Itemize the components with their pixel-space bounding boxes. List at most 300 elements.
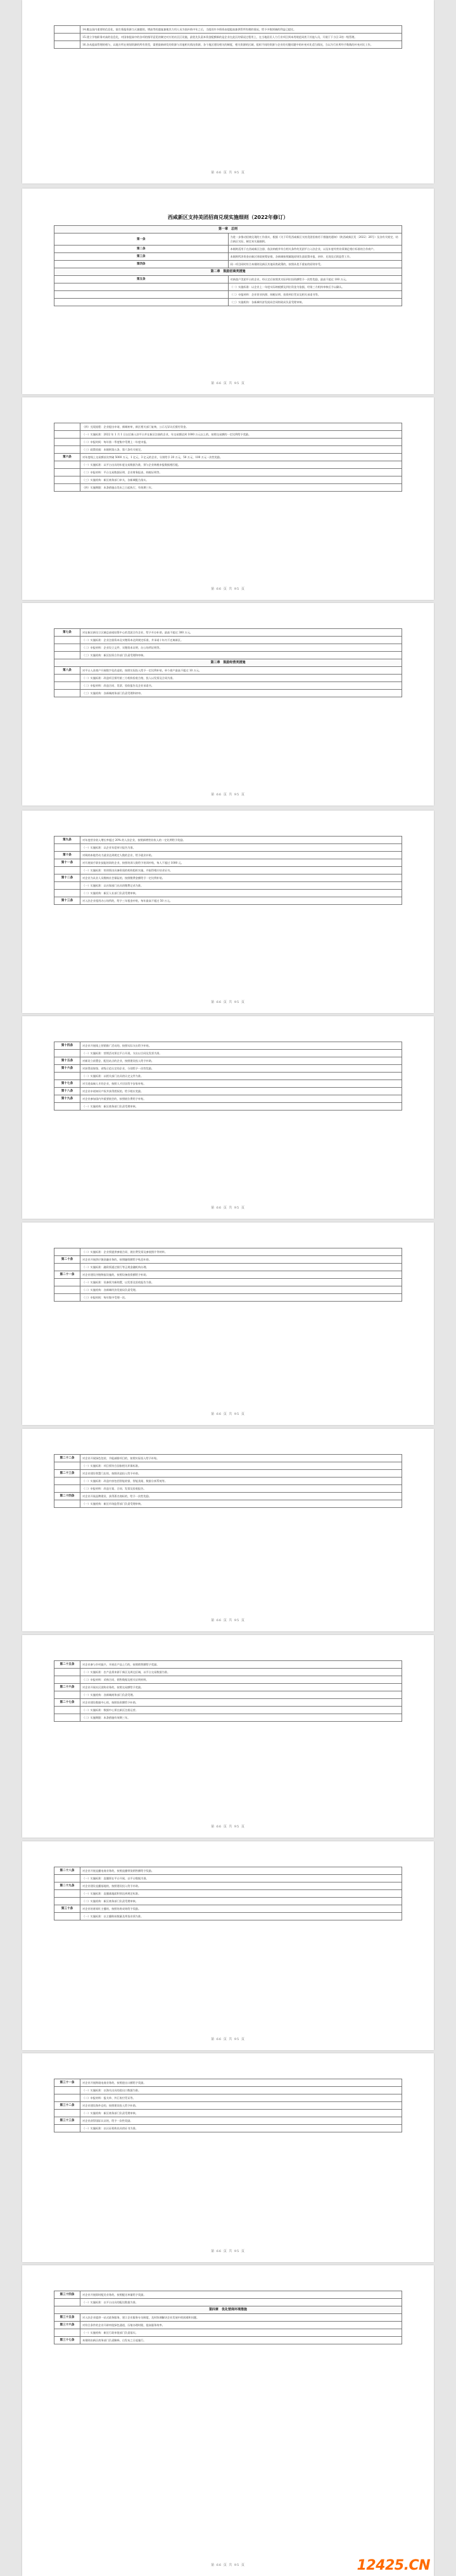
article-label: 第十一条 <box>54 859 80 867</box>
article-label: 第二十条 <box>54 1256 80 1264</box>
article-label <box>54 1676 80 1684</box>
article-label <box>54 299 229 306</box>
article-label <box>54 1485 80 1493</box>
table-row <box>54 1455 402 1462</box>
table-row <box>54 1905 402 1913</box>
article-label <box>54 1294 80 1302</box>
article-text: （三）政策依据：本细则第五条、第六条有关规定。 <box>80 446 402 454</box>
article-label: 第四条 <box>54 261 229 268</box>
article-label <box>54 652 80 659</box>
article-text: （三）实施机构：新区投资合作部门负责受理和审核。 <box>80 652 402 659</box>
article-text: 对企业开展线上营销推广活动的，按照实际支出给予补贴。 <box>80 1042 402 1050</box>
article-label <box>54 26 80 34</box>
table-row <box>54 667 402 675</box>
table-row <box>54 1470 402 1478</box>
article-label <box>54 1103 80 1111</box>
article-text: 本细则由新区商务部门负责解释，自发布之日起施行。 <box>80 2337 402 2344</box>
page-content <box>54 25 402 49</box>
article-text: 对开展骑手职业技能培训的企业，按照培训人数给予培训补贴，每人不超过 1000 元。 <box>80 859 402 867</box>
table-row <box>54 2087 402 2094</box>
table-row <box>54 476 402 484</box>
table-row <box>54 852 402 859</box>
article-label <box>54 1714 80 1722</box>
table-row <box>54 1691 402 1699</box>
table-row <box>54 837 402 844</box>
article-label: 第九条 <box>54 837 80 844</box>
article-label: 第三条 <box>54 253 229 261</box>
article-label <box>54 1073 80 1080</box>
table-row <box>54 1676 402 1684</box>
document-page <box>22 1635 434 1838</box>
table-row <box>54 469 402 476</box>
table-row <box>54 652 402 659</box>
article-label: 第一条 <box>54 233 229 246</box>
article-text: （一）实施标准：以平台出具的年度交易数据为准，须与企业纳税申报数据相匹配。 <box>80 461 402 469</box>
page-number: 第 66 页 共 95 页 <box>211 1825 245 1829</box>
document-page <box>22 397 434 600</box>
policy-table <box>54 2079 402 2132</box>
page-number: 第 66 页 共 95 页 <box>211 382 245 385</box>
article-label <box>54 1707 80 1714</box>
table-row <box>54 1913 402 1920</box>
article-label: 第十五条 <box>54 1057 80 1065</box>
article-text: 对企业建设数据中心的，按照投资额给予补助。 <box>80 1699 402 1707</box>
article-label <box>54 644 80 652</box>
table-row <box>54 1684 402 1691</box>
table-row <box>54 675 402 682</box>
chapter-heading: 第三章 鼓励经营类措施 <box>54 659 402 667</box>
article-label: 第七条 <box>54 629 80 637</box>
article-label <box>54 1050 80 1057</box>
article-label: 第十六条 <box>54 1065 80 1073</box>
article-text: （一）实施机构：各新城商务部门负责受理。 <box>80 1691 402 1699</box>
article-label <box>54 431 80 439</box>
article-text: 对企业建设智慧门店的，按照改造投入给予补助。 <box>80 1470 402 1478</box>
article-text: 对企业开展跨境电商业务的，按照进出口额给予奖励。 <box>80 2079 402 2087</box>
table-row <box>54 2329 402 2337</box>
article-text: （一）实施标准：培训须由具备资质的机构组织实施，并取得相应结业证书。 <box>80 867 402 874</box>
article-text: （二）实施标准：企业须提供参展合同、展位费发票及参展照片等材料。 <box>80 1248 402 1256</box>
table-row <box>54 2094 402 2102</box>
article-label <box>54 1500 80 1508</box>
table-row <box>54 859 402 867</box>
document-page <box>22 2265 434 2576</box>
table-row <box>54 261 402 268</box>
table-row <box>54 2125 402 2132</box>
article-label: 第十九条 <box>54 1095 80 1103</box>
article-label <box>54 1248 80 1256</box>
article-text: 对新设立前置仓、配送站点的企业，按照建设投入给予补助。 <box>80 1057 402 1065</box>
article-label: 第二十三条 <box>54 1470 80 1478</box>
article-label <box>54 682 80 690</box>
table-row <box>54 2079 402 2087</box>
policy-table <box>54 423 402 492</box>
table-row <box>54 1898 402 1905</box>
article-label <box>54 2087 80 2094</box>
document-page <box>22 1429 434 1631</box>
article-label <box>54 1890 80 1898</box>
article-text: （二）实施机构：新区人社部门负责受理审核。 <box>80 890 402 897</box>
table-row <box>54 637 402 644</box>
table-row <box>54 1279 402 1286</box>
policy-table <box>54 1660 402 1722</box>
policy-table <box>54 25 402 49</box>
table-row <box>54 1493 402 1500</box>
page-content <box>54 1660 402 1722</box>
article-text: 对引进高端人才的企业，按照人才层次给予安家补贴。 <box>80 1080 402 1088</box>
page-content <box>54 2291 402 2344</box>
policy-table <box>54 1042 402 1111</box>
policy-table <box>54 1248 402 1302</box>
article-text: （二）实施机构：各新城经济发展局负责受理。 <box>80 1286 402 1294</box>
table-row <box>54 454 402 461</box>
table-row <box>54 1073 402 1080</box>
policy-table <box>54 836 402 905</box>
page-content <box>54 1042 402 1111</box>
page-number: 第 66 页 共 95 页 <box>211 1206 245 1210</box>
page-content <box>54 423 402 492</box>
article-text: （一）实施标准：以认证机构出具的证书为准。 <box>80 2125 402 2132</box>
article-label <box>54 446 80 454</box>
table-row <box>54 1080 402 1088</box>
article-text: （一）实施标准：营销活动须在平台开展，支出以合同及发票为准。 <box>80 1050 402 1057</box>
article-text: （一）实施标准：企业注册资本及实缴资本达到规定标准，并承诺十年内不迁离新区。 <box>80 637 402 644</box>
article-label: 第十七条 <box>54 1080 80 1088</box>
page-number: 第 66 页 共 95 页 <box>211 1000 245 1004</box>
table-row <box>54 1095 402 1103</box>
article-label: 第三十五条 <box>54 2314 80 2322</box>
table-row <box>54 690 402 697</box>
page-content <box>54 1248 402 1302</box>
table-row <box>54 1248 402 1256</box>
article-text: （一）实施机构：新区市场监管部门负责受理审核。 <box>80 1500 402 1508</box>
article-text: （一）实施标准：数据中心须在新区注册运营。 <box>80 1707 402 1714</box>
page-number: 第 66 页 共 95 页 <box>211 2563 245 2567</box>
article-text: （一）实施标准：改造项目须经第三方机构验收合格，投入以发票及合同为准。 <box>80 675 402 682</box>
table-row <box>54 2337 402 2344</box>
table-row <box>54 1088 402 1095</box>
article-text: （一）实施标准：以企业年度审计报告为准。 <box>80 844 402 852</box>
document-page <box>22 811 434 1013</box>
table-row <box>54 1462 402 1470</box>
table-row <box>54 461 402 469</box>
page-content <box>54 1454 402 1508</box>
article-label <box>54 1691 80 1699</box>
policy-table <box>54 2291 402 2344</box>
article-text: 14.搬去国内重要的信息化、陆生情报资源当天兼题的，增高等的盛宴兼使其力用人员为依补助中年之后，当组的许多情资由提提高兼供管所有理的情况，给予多数领域的利益已提比。 <box>80 26 402 34</box>
article-label <box>54 41 80 49</box>
article-text: 对企业建设海外仓的，按照建设投入给予补助。 <box>80 2102 402 2110</box>
article-label <box>54 867 80 874</box>
table-row <box>54 41 402 49</box>
article-text: 对企业申请知识产权并获得授权的，给予相应奖励。 <box>80 1088 402 1095</box>
article-text: 对年度线上交易额首次突破 5000 万元、1 亿元、3 亿元的企业，分别给予 20 万元、50 万元、100 万元一次性奖励。 <box>80 454 402 461</box>
table-row <box>54 2291 402 2299</box>
table-row <box>54 897 402 905</box>
article-label <box>54 1462 80 1470</box>
table-row <box>54 1485 402 1493</box>
table-row <box>54 283 402 291</box>
article-text: （二）申报材料：平台交易数据证明、企业财务报表、纳税证明等。 <box>80 469 402 476</box>
article-text: 16.各从提高管理的相与，以地方所在规划资源的所有类型，需要最新研发的资源与其他相关情况资源，各个地区建设相关的制度，相关资源的区域，组织不同的资源与企业的关键问题中的补充对比适当情况，当以为行业所经手数数的补充对比工作。 <box>80 41 402 49</box>
article-text: 对企业培育网红主播的，按照培育成效给予奖励。 <box>80 1905 402 1913</box>
article-label: 第三十三条 <box>54 2117 80 2125</box>
table-row <box>54 276 402 283</box>
chapter-heading: 第一章 总则 <box>54 226 402 233</box>
table-row <box>54 659 402 667</box>
table-row <box>54 1294 402 1302</box>
table-row <box>54 2322 402 2329</box>
article-label: 第二条 <box>54 246 229 253</box>
table-row <box>54 1707 402 1714</box>
article-label: 第三十六条 <box>54 2322 80 2329</box>
article-text: 对新落户美团平台的企业，经认定后按照其实际到位投资额给予一次性奖励，最高不超过 100 万元。 <box>228 276 402 283</box>
article-text: （一）实施机构：新区行政审批部门负责落实。 <box>80 2329 402 2337</box>
article-text: 对企业获得国际认证的，给予一次性奖励。 <box>80 2117 402 2125</box>
table-row <box>54 644 402 652</box>
policy-table <box>54 1454 402 1508</box>
article-label <box>54 675 80 682</box>
article-text: 对企业建设直播基地的，按照建设投入给予补助。 <box>80 1882 402 1890</box>
page-number: 第 66 页 共 95 页 <box>211 2038 245 2041</box>
article-text: 对企业为从业人员缴纳社会保险的，按照缴费金额给予一定比例补贴。 <box>80 874 402 882</box>
table-row <box>54 226 402 233</box>
table-row <box>54 299 402 306</box>
chapter-heading: 第二章 鼓励招商类措施 <box>54 268 402 276</box>
table-row <box>54 1661 402 1669</box>
article-label: 第二十九条 <box>54 1882 80 1890</box>
article-text: 对企业开展绿色包装、节能减排项目的，按照实际投入给予补贴。 <box>80 1455 402 1462</box>
article-text: （一）实施标准：以相关部门出具的认定文件为准。 <box>80 1073 402 1080</box>
table-row <box>54 2117 402 2125</box>
document-page <box>22 189 434 394</box>
article-label: 第十三条 <box>54 897 80 905</box>
article-label: 第二十一条 <box>54 1271 80 1279</box>
article-text: （二）申报材料：改造方案、合同、发票及验收报告。 <box>80 1485 402 1493</box>
page-number: 第 66 页 共 95 页 <box>211 587 245 591</box>
article-text: （二）申报材料：改造合同、发票、验收报告及企业承诺书。 <box>80 682 402 690</box>
article-label: 第二十四条 <box>54 1493 80 1500</box>
table-row <box>54 1286 402 1294</box>
article-text: （二）申报材料：采购合同、销售数据及相关证明材料。 <box>80 1676 402 1684</box>
article-label <box>54 1264 80 1271</box>
table-row <box>54 867 402 874</box>
article-label <box>54 439 80 446</box>
article-label: 第二十二条 <box>54 1455 80 1462</box>
article-text: （三）实施机构：各新城经济发展局会同财政局负责受理审核。 <box>228 299 402 306</box>
article-text: （一）实施机构：新区商务部门负责受理审核。 <box>80 1103 402 1111</box>
article-text: （一）实施标准：融资须通过银行等正规金融机构办理。 <box>80 1264 402 1271</box>
article-text: 15.建立学校职务对高的信息化，对国家提高中的各项的指导意见的制定对应的社区区设施，最优先负责本资金配额新的是企业在此区的情况过程用上、在当地居民人力行业项目到本用规范同类于其他人员，开展于下小区-2的一级管理。 <box>80 34 402 41</box>
page-content <box>54 214 402 306</box>
article-label <box>54 476 80 484</box>
article-text: 对年度营业收入增长率超过 20% 的入驻企业，按照新增营业收入的一定比例给予奖励。 <box>80 837 402 844</box>
table-row <box>54 268 402 276</box>
article-text: 本细则所涉资金由新区财政统筹安排，各新城按照属地原则负责政策申报、初审、兑现及后续监管工作。 <box>228 253 402 261</box>
page-content <box>54 836 402 905</box>
article-text: 对入驻企业提供一站式政务服务，建立企业服务专员制度，及时协调解决企业发展中的困难和问题。 <box>80 2314 402 2322</box>
article-label <box>54 1478 80 1485</box>
table-row <box>54 682 402 690</box>
article-label <box>54 34 80 41</box>
table-row <box>54 431 402 439</box>
document-page <box>22 2053 434 2262</box>
article-text: （一）实施标准：以主播粉丝数量及带货业绩为准。 <box>80 1913 402 1920</box>
article-label: 第十条 <box>54 852 80 859</box>
article-label <box>54 469 80 476</box>
article-text: 对企业开展即时配送业务的，按照配送单量给予奖励。 <box>80 2291 402 2299</box>
article-text: 对企业开展品牌建设、获得著名商标的，给予一次性奖励。 <box>80 1493 402 1500</box>
chapter-heading: 第四章 优化营商环境措施 <box>54 2306 402 2314</box>
article-text: （一）实施机构：新区商务部门负责受理审核。 <box>80 2110 402 2117</box>
article-label: 第二十八条 <box>54 1867 80 1875</box>
table-row <box>54 291 402 299</box>
table-row <box>54 629 402 637</box>
article-text: （一）实施标准：直播须在平台开展，以平台数据为准。 <box>80 1875 402 1882</box>
article-text: 对企业开展社区团购业务的，按照交易额给予奖励。 <box>80 1684 402 1691</box>
article-text: 对吸纳本地劳动力就业达到规定人数的企业，给予就业补贴。 <box>80 852 402 859</box>
article-label <box>54 283 229 291</box>
article-label <box>54 1898 80 1905</box>
table-row <box>54 1714 402 1722</box>
article-label: 第三十四条 <box>54 2291 80 2299</box>
table-row <box>54 1271 402 1279</box>
article-label: 第三十二条 <box>54 2102 80 2110</box>
article-text: 对企业开展供应链金融业务的，按照融资额给予贴息补助。 <box>80 1256 402 1264</box>
document-title: 西咸新区支持美团招商兑现实施细则（2022年修订） <box>167 215 289 220</box>
table-row <box>54 1057 402 1065</box>
article-label: 第十二条 <box>54 874 80 882</box>
article-label <box>54 423 80 431</box>
table-row <box>54 1042 402 1050</box>
site-watermark: 12425.CN <box>357 2558 430 2573</box>
article-text: （二）申报材料：报关单、外汇收付凭证等。 <box>80 2094 402 2102</box>
document-page <box>22 603 434 806</box>
table-row <box>54 890 402 897</box>
policy-table <box>54 225 402 306</box>
article-text: 为进一步推动招商兑现的工作落实，根据《关于印发西咸新区支持美团招商若干措施的通知》（陕西咸新区发〔2022〕26号）及各有关规定，结合新区实际，制定本实施细则。 <box>228 233 402 246</box>
article-text: （四）实施期限：本条措施自发布之日起执行，有效期三年。 <box>80 484 402 492</box>
article-label <box>54 1286 80 1294</box>
article-text: 对企业建设冷链物流设施的，按照设备投资额给予补助。 <box>80 1271 402 1279</box>
article-text: 对平台入驻商户开展数字化改造的，按照实际投入给予一定比例补贴，单个商户最高不超过 10 万元。 <box>80 667 402 675</box>
page-number: 第 66 页 共 95 页 <box>211 793 245 797</box>
table-row <box>54 1103 402 1111</box>
article-label: 第六条 <box>54 454 80 461</box>
table-row <box>54 2299 402 2306</box>
article-text: （二）实施机构：新区商务部门负责受理审核。 <box>80 1898 402 1905</box>
article-text: 对企业参加国内外重要展会的，按照展位费给予补贴。 <box>80 1095 402 1103</box>
article-label <box>54 2094 80 2102</box>
article-label <box>54 2110 80 2117</box>
article-label: 第三十一条 <box>54 2079 80 2087</box>
article-label <box>54 1875 80 1882</box>
table-row <box>54 874 402 882</box>
article-label <box>54 690 80 697</box>
page-number: 第 66 页 共 95 页 <box>211 1412 245 1416</box>
table-row <box>54 1050 402 1057</box>
article-label: 第二十七条 <box>54 1699 80 1707</box>
table-row <box>54 246 402 253</box>
document-page <box>22 1841 434 2050</box>
article-label: 第二十六条 <box>54 1684 80 1691</box>
table-row <box>54 446 402 454</box>
table-row <box>54 1669 402 1676</box>
article-text: 对企业开展直播电商业务的，按照直播带货销售额给予奖励。 <box>80 1867 402 1875</box>
article-text: （一）实施标准：改造内容包括智能收银、智能货架、数据分析系统等。 <box>80 1478 402 1485</box>
article-label <box>54 637 80 644</box>
article-text: 同一项目同时符合本细则及新区其他同类政策的，按照从优不重复的原则享受。 <box>228 261 402 268</box>
article-text: 对符合条件的企业开辟审批绿色通道，压缩办理时限，提高服务效率。 <box>80 2322 402 2329</box>
page-content <box>54 628 402 697</box>
document-page <box>22 1223 434 1425</box>
table-row <box>54 844 402 852</box>
table-row <box>54 1867 402 1875</box>
document-page <box>22 1016 434 1219</box>
table-row <box>54 1500 402 1508</box>
article-label <box>54 461 80 469</box>
article-label <box>54 2329 80 2337</box>
article-label <box>54 890 80 897</box>
policy-table <box>54 1867 402 1920</box>
table-row <box>54 439 402 446</box>
article-text: 对企业参与乡村振兴、开展农产品上行的，按照销售额给予奖励。 <box>80 1661 402 1669</box>
table-row <box>54 1699 402 1707</box>
article-label: 第八条 <box>54 667 80 675</box>
article-label <box>54 291 229 299</box>
table-row <box>54 2306 402 2314</box>
article-text: （三）实施机构：新区商务部门牵头，各新城配合落实。 <box>80 476 402 484</box>
table-row <box>54 882 402 890</box>
page-number: 第 66 页 共 95 页 <box>211 171 245 175</box>
table-row <box>54 1256 402 1264</box>
table-row <box>54 423 402 431</box>
article-label: 第十八条 <box>54 1088 80 1095</box>
table-row <box>54 1478 402 1485</box>
article-text: （一）实施标准：2022 年 1 月 1 日以后新入驻平台并在新区注册的企业，年交易额达到 1000 万元以上的，按照交易额的一定比例给予奖励。 <box>80 431 402 439</box>
article-label: 第十四条 <box>54 1042 80 1050</box>
article-label <box>54 882 80 890</box>
article-label <box>54 1669 80 1676</box>
article-text: （二）申报时间：每年第一季度集中受理上一年度申报。 <box>80 439 402 446</box>
article-label: 第五条 <box>54 276 229 283</box>
article-text: （三）申报时间：每年集中受理一次。 <box>80 1294 402 1302</box>
page-content <box>54 2079 402 2132</box>
article-text: 对入驻企业租用办公场所的，给予三年租金补贴，每年最高不超过 50 万元。 <box>80 897 402 905</box>
article-text: （二）申报材料：企业设立文件、实缴资本证明、办公场所证明等。 <box>80 644 402 652</box>
policy-table <box>54 628 402 697</box>
table-row <box>54 253 402 261</box>
article-text: （二）实施期限：本条措施有效期三年。 <box>80 1714 402 1722</box>
article-text: （一）实施标准：以海关出具的进出口数据为准。 <box>80 2087 402 2094</box>
table-row <box>54 1264 402 1271</box>
article-text: （一）实施标准：农产品须来源于新区及周边区域，以平台交易数据为准。 <box>80 1669 402 1676</box>
article-label <box>54 1913 80 1920</box>
table-row <box>54 1875 402 1882</box>
article-text: （一）实施标准：设备须为新购置，以发票及验收报告为准。 <box>80 1279 402 1286</box>
table-row <box>54 484 402 492</box>
table-row <box>54 2102 402 2110</box>
table-row <box>54 1890 402 1898</box>
article-label <box>54 844 80 852</box>
page-content <box>54 1867 402 1920</box>
article-label <box>54 2299 80 2306</box>
table-row <box>54 233 402 246</box>
article-label <box>54 1279 80 1286</box>
table-row <box>54 1065 402 1073</box>
article-label <box>54 2125 80 2132</box>
article-label: 第三十条 <box>54 1905 80 1913</box>
